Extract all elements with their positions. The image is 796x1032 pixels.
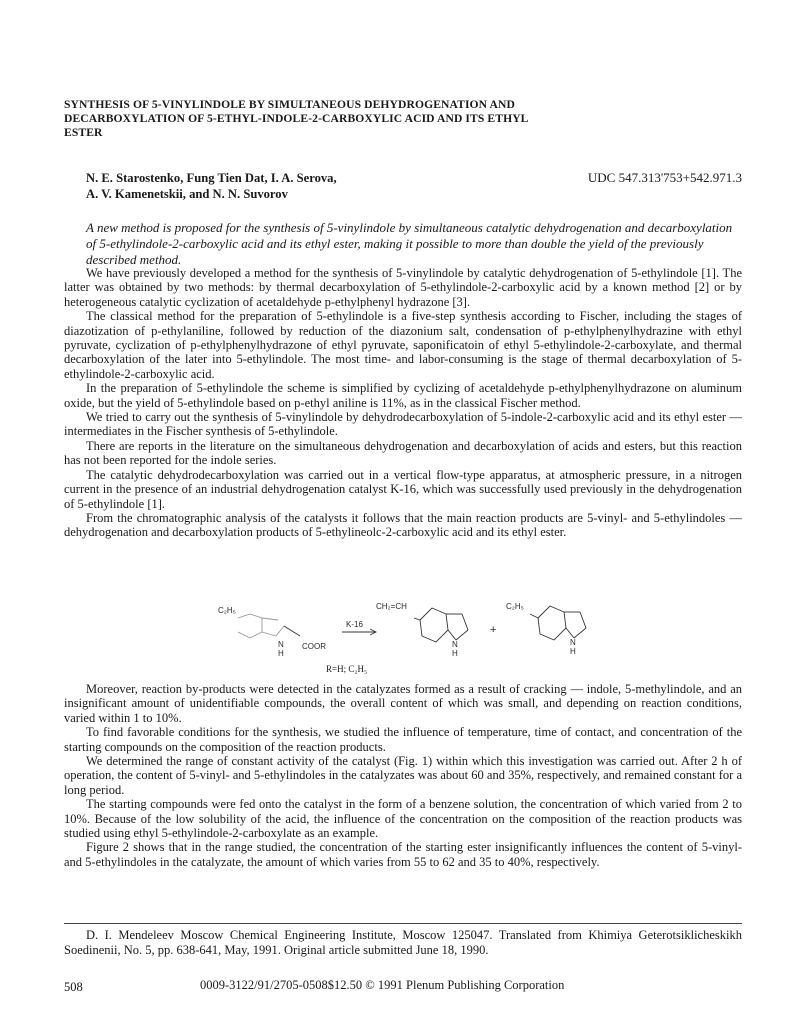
author-list (86, 170, 506, 202)
product-1-nh: N H (452, 640, 458, 658)
paragraph: From the chromatographic analysis of the catalysts it follows that the main reaction products are 5-vinyl- and 5-ethylindoles — dehydrogenation and decarboxylation products of 5-ethylineolc-2-carboxylic acid and its ethyl ester. (64, 510, 742, 540)
footnote (64, 928, 742, 958)
paragraph: The starting compounds were fed onto the catalyst in the form of a benzene solution, the concentration of which varied from 2 to 10%. Because of the low solubility of the acid, the influence of the concentration on the composition of the reaction products was studied using ethyl 5-ethylindole-2-carboxylate as an example. (64, 797, 742, 841)
udc-code: UDC 547.313'753+542.971.3 (587, 170, 742, 185)
authors-line-1: N. E. Starostenko, Fung Tien Dat, I. A. Serova, (86, 171, 337, 185)
product-ethyl-substituent: C₂H₅ (506, 602, 524, 611)
authors-line-2: A. V. Kamenetskii, and N. N. Suvorov (86, 187, 288, 201)
reactant-ester-group: COOR (302, 642, 326, 651)
footnote-divider (64, 923, 742, 924)
page-number: 508 (64, 980, 83, 994)
reactant-nh: N H (278, 640, 284, 658)
product-2-nh: N H (570, 638, 576, 656)
abstract: A new method is proposed for the synthesis of 5-vinylindole by simultaneous catalytic dehydrogenation and decarboxylation of 5-ethylindole-2-carboxylic acid and its ethyl ester, making it possible to more than double the yield of the previously described method. (86, 220, 733, 267)
paragraph: To find favorable conditions for the synthesis, we studied the influence of temperature, time of contact, and concentration of the starting compounds on the composition of the reaction products. (64, 725, 742, 754)
plus-sign: + (490, 624, 497, 636)
reactant-substituent: C₂H₅ (218, 606, 236, 615)
paragraph: Moreover, reaction by-products were detected in the catalyzates formed as a result of cracking — indole, 5-methylindole, and an insignificant amount of unidentifiable compounds, the overall content of which was small, and depending on reaction conditions, varied within 1 to 10%. (64, 682, 742, 725)
paragraph: There are reports in the literature on the simultaneous dehydrogenation and decarboxylation of acids and esters, but this reaction has not been reported for the indole series. (64, 438, 742, 468)
paragraph: Figure 2 shows that in the range studied, the concentration of the starting ester insignificantly influences the content of 5-vinyl- and 5-ethylindoles in the catalyzate, the amount of which varies from 55 to 62 and 35 to 40%, respectively. (64, 840, 742, 869)
paragraph: The catalytic dehydrodecarboxylation was carried out in a vertical flow-type apparatus, at atmospheric pressure, in a nitrogen current in the presence of an industrial dehydrogenation catalyst K-16, which was successfully used previously in the dehydrogenation of 5-ethylindole [1]. (64, 467, 742, 511)
paragraph: The classical method for the preparation of 5-ethylindole is a five-step synthesis according to Fischer, including the stages of diazotization of p-ethylaniline, followed by reduction of the diazonium salt, condensation of p-ethylphenylhydrazine with ethyl pyruvate, cyclization of p-ethylphenylhydrazone of ethyl pyruvate, saponificatoin of ethyl 5-ethylindole-2-carboxylate, and thermal decarboxylation of the later into 5-ethylindole. The most time- and labor-consuming is the stage of thermal decarboxylation of 5-ethylindole-2-carboxylic acid. (64, 309, 742, 381)
r-group-definition: R=H; C₂H₅ (326, 664, 368, 674)
paper-title: SYNTHESIS OF 5-VINYLINDOLE BY SIMULTANEOUS DEHYDROGENATION AND DECARBOXYLATION OF 5-ETHYL-INDOLE-2-CARBOXYLIC ACID AND ITS ETHYL ESTER (64, 98, 528, 139)
paragraph: We determined the range of constant activity of the catalyst (Fig. 1) within which this investigation was carried out. After 2 h of operation, the content of 5-vinyl- and 5-ethylindoles in the catalyzates was about 60 and 35%, respectively, and remained constant for a long period. (64, 754, 742, 797)
footnote-text: D. I. Mendeleev Moscow Chemical Engineering Institute, Moscow 125047. Translated from Khimiya Geterotsiklicheskikh Soedinenii, No. 5, pp. 638-641, May, 1991. Original article submitted June 18, 1990. (64, 928, 742, 957)
paragraph: We tried to carry out the synthesis of 5-vinylindole by dehydrodecarboxylation of 5-indole-2-carboxylic acid and its ethyl ester — intermediates in the Fischer synthesis of 5-ethylindole. (64, 410, 742, 439)
reaction-scheme (200, 600, 620, 680)
product-vinyl-substituent: CH₂=CH (376, 602, 407, 611)
copyright-line: 0009-3122/91/2705-0508$12.50 © 1991 Plenum Publishing Corporation (200, 978, 565, 992)
reaction-scheme-drawing (200, 600, 620, 680)
catalyst-label: K-16 (346, 620, 363, 629)
paragraph: In the preparation of 5-ethylindole the scheme is simplified by cyclizing of acetaldehyde p-ethylphenylhydrazone on aluminum oxide, but the yield of 5-ethylindole based on p-ethyl aniline is 11%, as in the classical Fischer method. (64, 381, 742, 410)
body-lower (64, 682, 742, 869)
paragraph: We have previously developed a method for the synthesis of 5-vinylindole by catalytic dehydrogenation of 5-ethylindole [1]. The latter was obtained by two methods: by thermal decarboxylation of 5-ethylindole-2-carboxylic acid by a known method [2] or by heterogeneous catalytic cyclization of acetaldehyde p-ethylphenyl hydrazone [3]. (64, 266, 742, 309)
body-upper (64, 266, 742, 540)
